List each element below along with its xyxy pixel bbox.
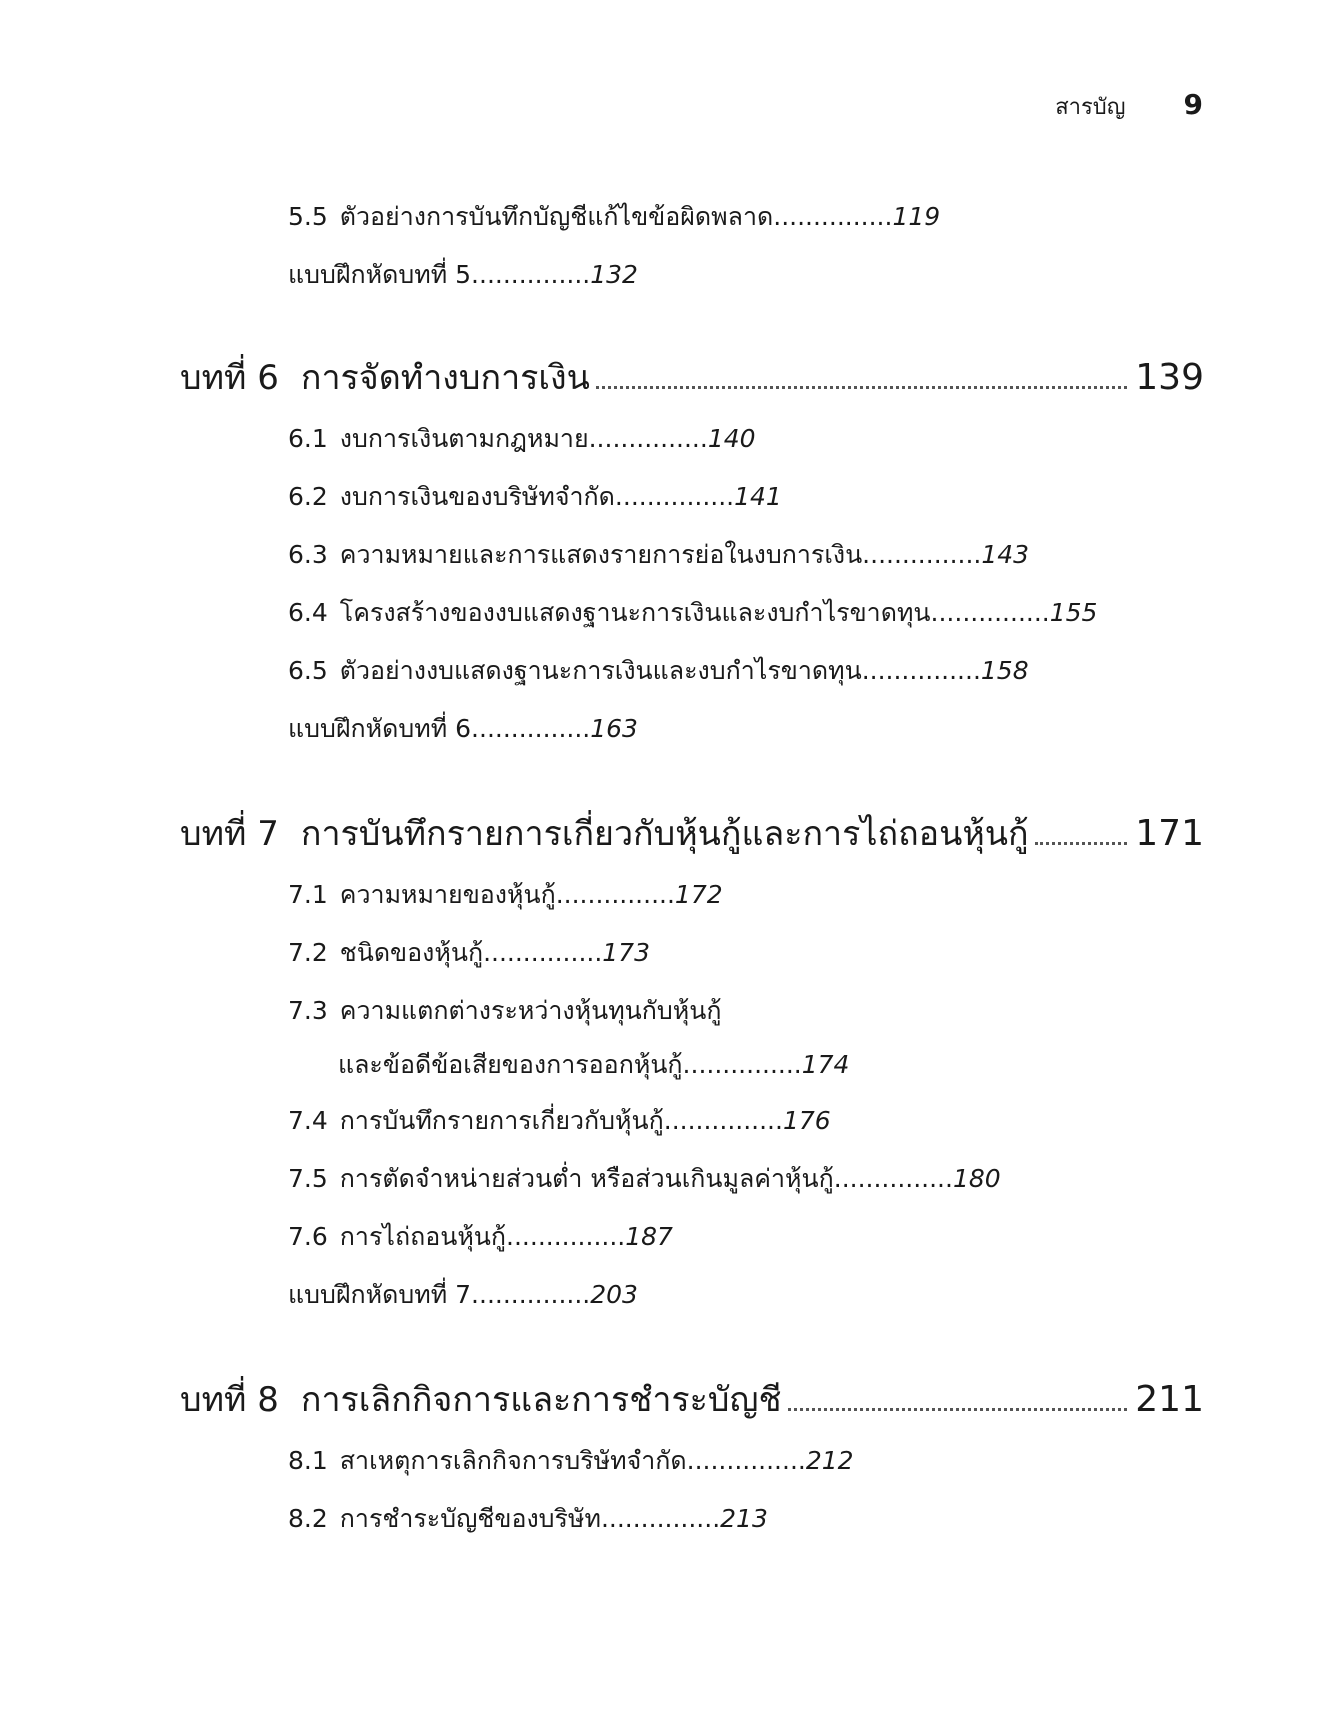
chapter-title: การเลิกกิจการและการชำระบัญชี [300,1380,782,1420]
toc-chapter-7[interactable] [180,812,1204,856]
entry-title: แบบฝึกหัดบทที่ 5 [288,260,472,289]
entry-page: 119 [892,202,941,231]
entry-number: 6.2 [288,482,328,511]
toc-entry-7-6[interactable] [288,1220,673,1254]
entry-number: 7.5 [288,1164,328,1193]
entry-page: 187 [625,1222,673,1251]
entry-number: 8.2 [288,1504,328,1533]
toc-chapter-6[interactable] [180,356,1204,400]
chapter-page: 139 [1135,357,1204,398]
entry-title: งบการเงินของบริษัทจำกัด [339,482,615,511]
toc-entry-7-3[interactable] [288,994,849,1082]
toc-entry-6-2[interactable] [288,480,782,514]
toc-entry-exercise-5[interactable] [288,258,638,292]
entry-leader: ............... [588,424,708,453]
entry-page: 141 [734,482,782,511]
entry-title: ชนิดของหุ้นกู้ [339,938,484,967]
entry-title: แบบฝึกหัดบทที่ 7 [288,1280,472,1309]
entry-title-line2: และข้อดีข้อเสียของการออกหุ้นกู้ [338,1050,683,1079]
entry-title: งบการเงินตามกฎหมาย [339,424,589,453]
toc-entry-exercise-6[interactable] [288,712,638,746]
chapter-page: 211 [1135,1379,1204,1420]
entry-number: 7.4 [288,1106,328,1135]
entry-leader: ............... [600,1504,721,1533]
entry-title: ตัวอย่างการบันทึกบัญชีแก้ไขข้อผิดพลาด [339,202,774,231]
chapter-label: บทที่ 8 [180,1380,279,1420]
entry-title: ตัวอย่างงบแสดงฐานะการเงินและงบกำไรขาดทุน [339,656,862,685]
entry-number: 6.4 [288,598,328,627]
entry-leader: ............... [686,1446,806,1475]
entry-page: 212 [805,1446,854,1475]
entry-page: 213 [720,1504,768,1533]
entry-page: 163 [590,714,638,743]
entry-leader: ............... [861,656,981,685]
entry-leader: ............... [506,1222,626,1251]
entry-page: 173 [602,938,650,967]
entry-title: การชำระบัญชีของบริษัท [339,1504,601,1533]
chapter-page: 171 [1135,813,1204,854]
entry-number: 8.1 [288,1446,328,1475]
entry-page: 158 [980,656,1029,685]
entry-title: แบบฝึกหัดบทที่ 6 [288,714,472,743]
chapter-title: การจัดทำงบการเงิน [300,358,590,398]
chapter-title: การบันทึกรายการเกี่ยวกับหุ้นกู้และการไถ่ถอนหุ้นกู้ [300,814,1029,854]
entry-number: 7.6 [288,1222,328,1251]
entry-page: 180 [952,1164,1001,1193]
entry-leader: ............... [471,1280,591,1309]
entry-title: ความแตกต่างระหว่างหุ้นทุนกับหุ้นกู้ [339,996,722,1025]
entry-leader: ............... [471,714,591,743]
entry-title: โครงสร้างของงบแสดงฐานะการเงินและงบกำไรขาดทุน [339,598,931,627]
entry-number: 6.1 [288,424,328,453]
entry-title: สาเหตุการเลิกกิจการบริษัทจำกัด [339,1446,687,1475]
toc-entry-7-4[interactable] [288,1104,831,1138]
entry-number: 7.3 [288,996,328,1025]
entry-leader: ............... [682,1050,802,1079]
entry-title: ความหมายและการแสดงรายการย่อในงบการเงิน [339,540,863,569]
entry-page: 176 [782,1106,831,1135]
entry-number: 7.1 [288,880,328,909]
toc-entry-6-4[interactable] [288,596,1097,630]
toc-entry-8-2[interactable] [288,1502,768,1536]
entry-leader: ............... [773,202,893,231]
chapter-label: บทที่ 6 [180,358,279,398]
entry-leader: ............... [555,880,675,909]
entry-leader: ............... [663,1106,783,1135]
entry-leader: ............... [471,260,591,289]
entry-page: 143 [981,540,1030,569]
chapter-leader [788,1408,1128,1411]
chapter-leader [1035,842,1128,845]
entry-number: 5.5 [288,202,328,231]
entry-number: 6.3 [288,540,328,569]
toc-entry-6-1[interactable] [288,422,756,456]
toc-entry-7-2[interactable] [288,936,650,970]
entry-leader: ............... [833,1164,953,1193]
entry-page: 172 [674,880,723,909]
toc-entry-5-5[interactable] [288,200,940,234]
running-header [1055,88,1203,124]
entry-number: 7.2 [288,938,328,967]
entry-leader: ............... [614,482,735,511]
entry-title-continuation [288,1048,849,1082]
entry-page: 155 [1049,598,1098,627]
toc-entry-exercise-7[interactable] [288,1278,638,1312]
page-number: 9 [1183,88,1203,121]
entry-page: 203 [590,1280,638,1309]
toc-entry-7-1[interactable] [288,878,723,912]
toc-entry-8-1[interactable] [288,1444,854,1478]
entry-leader: ............... [862,540,982,569]
toc-chapter-8[interactable] [180,1378,1204,1422]
entry-number: 6.5 [288,656,328,685]
entry-leader: ............... [930,598,1050,627]
entry-title: ความหมายของหุ้นกู้ [339,880,556,909]
section-title: สารบัญ [1055,95,1126,120]
chapter-label: บทที่ 7 [180,814,279,854]
entry-title: การไถ่ถอนหุ้นกู้ [339,1222,507,1251]
entry-leader: ............... [483,938,603,967]
toc-entry-6-5[interactable] [288,654,1029,688]
entry-title: การตัดจำหน่ายส่วนต่ำ หรือส่วนเกินมูลค่าหุ้นกู้ [339,1164,834,1193]
toc-entry-7-5[interactable] [288,1162,1001,1196]
entry-page: 132 [590,260,638,289]
chapter-leader [596,386,1127,389]
entry-title: การบันทึกรายการเกี่ยวกับหุ้นกู้ [339,1106,664,1135]
entry-page: 174 [801,1050,850,1079]
entry-page: 140 [707,424,756,453]
toc-entry-6-3[interactable] [288,538,1029,572]
